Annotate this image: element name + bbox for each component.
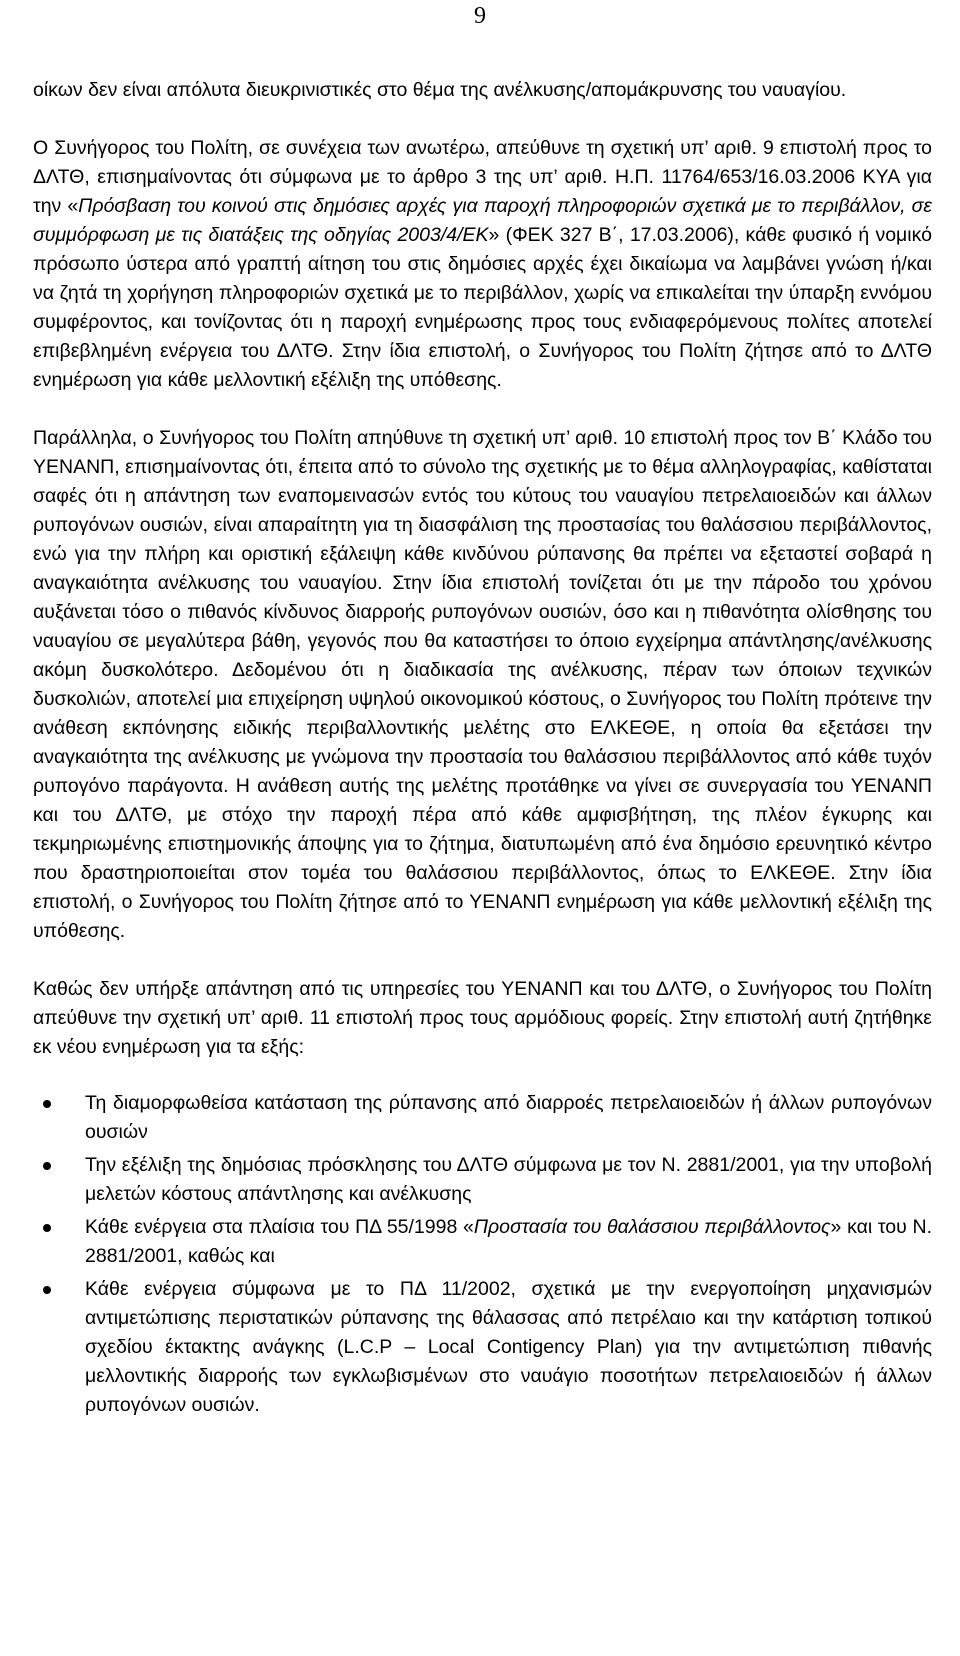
page-number: 9 <box>474 3 486 29</box>
document-body <box>33 76 932 1424</box>
bullet-icon <box>43 1224 51 1232</box>
list-item-italic-title: Προστασία του θαλάσσιου περιβάλλοντος <box>473 1216 831 1238</box>
list-item <box>33 1275 932 1420</box>
bullet-icon <box>43 1286 51 1294</box>
paragraph-2-italic-title: Πρόσβαση του κοινού στις δημόσιες αρχές για παροχή πληροφοριών σχετικά με το περιβάλλον, σε συμμόρφωση με τις διατάξεις της οδηγίας 2003/4/ΕΚ <box>33 195 933 246</box>
bullet-icon <box>43 1100 51 1108</box>
paragraph-2 <box>33 134 932 395</box>
paragraph-2-text-a: Ο Συνήγορος του Πολίτη, σε συνέχεια των ανωτέρω, απεύθυνε τη σχετική υπ’ αριθ. 9 επιστολή προς το ΔΛΤΘ, επισημαίνοντας ότι σύμφωνα με το άρθρο 3 της υπ’ αριθ. Η.Π. 11764/653/16.03.2006 ΚΥΑ για την « <box>33 137 932 217</box>
list-item-text: Τη διαμορφωθείσα κατάσταση της ρύπανσης από διαρροές πετρελαιοειδών ή άλλων ρυπογόνων ουσιών <box>85 1092 932 1143</box>
list-item-text: Την εξέλιξη της δημόσιας πρόσκλησης του ΔΛΤΘ σύμφωνα με τον Ν. 2881/2001, για την υποβολή μελετών κόστους απάντλησης και ανέλκυσης <box>85 1154 932 1205</box>
paragraph-1: οίκων δεν είναι απόλυτα διευκρινιστικές στο θέμα της ανέλκυσης/απομάκρυνσης του ναυαγίου. <box>33 79 847 101</box>
list-item-text: Κάθε ενέργεια σύμφωνα με το ΠΔ 11/2002, σχετικά με την ενεργοποίηση μηχανισμών αντιμετώπισης περιστατικών ρύπανσης της θάλασσας από πετρέλαιο και την κατάρτιση τοπικού σχεδίου έκτακτης ανάγκης (L.C.P – Local Contigency Plan) για την αντιμετώπιση πιθανής μελλοντικής διαρροής των εγκλωβισμένων στο ναυάγιο ποσοτήτων πετρελαιοειδών ή άλλων ρυπογόνων ουσιών. <box>85 1278 932 1416</box>
paragraph-2-text-b: » (ΦΕΚ 327 Β΄, 17.03.2006), κάθε φυσικό ή νομικό πρόσωπο ύστερα από γραπτή αίτηση του στις δημόσιες αρχές έχει δικαίωμα να λαμβάνει γνώση ή/και να ζητά τη χορήγηση πληροφοριών σχετικά με το περιβάλλον, χωρίς να επικαλείται την ύπαρξη εννόμου συμφέροντος, και τονίζοντας ότι η παροχή ενημέρωσης προς τους ενδιαφερόμενους πολίτες αποτελεί επιβεβλημένη ενέργεια του ΔΛΤΘ. Στην ίδια επιστολή, ο Συνήγορος του Πολίτη ζήτησε από το ΔΛΤΘ ενημέρωση για κάθε μελλοντική εξέλιξη της υπόθεσης. <box>33 224 932 391</box>
request-list <box>33 1089 932 1420</box>
bullet-icon <box>43 1162 51 1170</box>
paragraph-3: Παράλληλα, ο Συνήγορος του Πολίτη απηύθυνε τη σχετική υπ’ αριθ. 10 επιστολή προς τον Β΄ Κλάδο του ΥΕΝΑΝΠ, επισημαίνοντας ότι, έπειτα από το σύνολο της σχετικής με το θέμα αλληλογραφίας, καθίσταται σαφές ότι η απάντηση των εναπομεινασών εντός του κύτους του ναυαγίου πετρελαιοειδών και άλλων ρυπογόνων ουσιών, είναι απαραίτητη για τη διασφάλιση της προστασίας του θαλάσσιου περιβάλλοντος, ενώ για την πλήρη και οριστική εξάλειψη κάθε κινδύνου ρύπανσης θα πρέπει να εξεταστεί σοβαρά η αναγκαιότητα ανέλκυσης του ναυαγίου. Στην ίδια επιστολή τονίζεται ότι με την πάροδο του χρόνου αυξάνεται τόσο ο πιθανός κίνδυνος διαρροής ρυπογόνων ουσιών, όσο και η πιθανότητα ολίσθησης του ναυαγίου σε μεγαλύτερα βάθη, γεγονός που θα καταστήσει το όποιο εγχείρημα απάντλησης/ανέλκυσης ακόμη δυσκολότερο. Δεδομένου ότι η διαδικασία της ανέλκυσης, πέραν των όποιων τεχνικών δυσκολιών, αποτελεί μια επιχείρηση υψηλού οικονομικού κόστους, ο Συνήγορος του Πολίτη πρότεινε την ανάθεση εκπόνησης ειδικής περιβαλλοντικής μελέτης στο ΕΛΚΕΘΕ, η οποία θα εξετάσει την αναγκαιότητα της ανέλκυσης με γνώμονα την προστασία του θαλάσσιου περιβάλλοντος από κάθε τυχόν ρυπογόνο παράγοντα. Η ανάθεση αυτής της μελέτης προτάθηκε να γίνει σε συνεργασία του ΥΕΝΑΝΠ και του ΔΛΤΘ, με στόχο την παροχή πέρα από κάθε αμφισβήτηση, της πλέον έγκυρης και τεκμηριωμένης επιστημονικής άποψης για το ζήτημα, διατυπωμένη από ένα δημόσιο ερευνητικό κέντρο που δραστηριοποιείται στον τομέα του θαλάσσιου περιβάλλοντος, όπως το ΕΛΚΕΘΕ. Στην ίδια επιστολή, ο Συνήγορος του Πολίτη ζήτησε από το ΥΕΝΑΝΠ ενημέρωση για κάθε μελλοντική εξέλιξη της υπόθεσης. <box>33 427 932 942</box>
list-item-text-b: » και του Ν. 2881/2001, καθώς και <box>85 1216 932 1267</box>
list-item-text-a: Κάθε ενέργεια στα πλαίσια του ΠΔ 55/1998 « <box>85 1216 474 1238</box>
list-item <box>33 1213 932 1271</box>
list-item <box>33 1151 932 1209</box>
paragraph-4: Καθώς δεν υπήρξε απάντηση από τις υπηρεσίες του ΥΕΝΑΝΠ και του ΔΛΤΘ, ο Συνήγορος του Πολίτη απεύθυνε την σχετική υπ’ αριθ. 11 επιστολή προς τους αρμόδιους φορείς. Στην επιστολή αυτή ζητήθηκε εκ νέου ενημέρωση για τα εξής: <box>33 978 932 1058</box>
list-item <box>33 1089 932 1147</box>
